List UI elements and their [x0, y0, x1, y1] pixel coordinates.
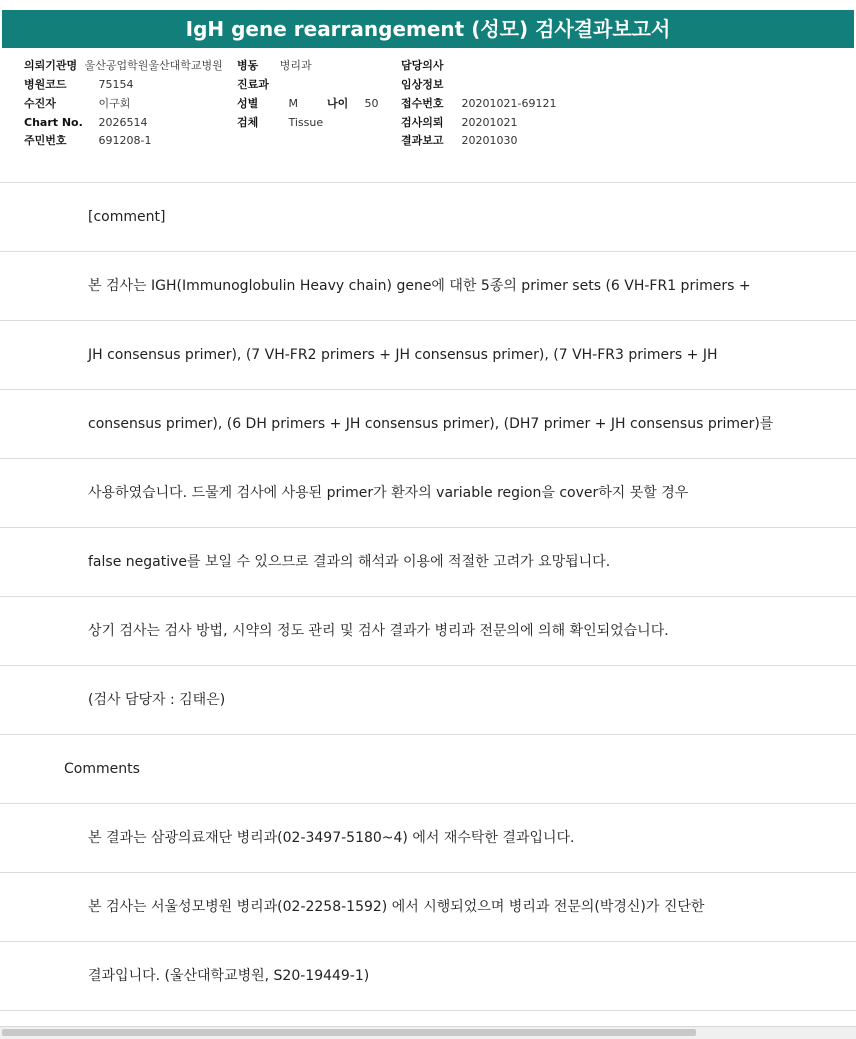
comment-line-text: 상기 검사는 검사 방법, 시약의 정도 관리 및 검사 결과가 병리과 전문의에 의해 확인되었습니다.	[88, 623, 669, 639]
request-field	[401, 113, 518, 132]
ward-field	[237, 56, 312, 75]
clinical-field	[401, 75, 447, 94]
report-date-field	[401, 131, 518, 150]
scrollbar-thumb[interactable]	[2, 1029, 696, 1036]
dept-label: 진료과	[237, 78, 269, 91]
institution-field	[24, 56, 223, 75]
request-label: 검사의뢰	[401, 116, 444, 129]
patient-label: 수진자	[24, 97, 56, 110]
specimen-label: 검체	[237, 116, 259, 129]
age-label: 나이	[327, 97, 349, 110]
chart-value: 2026514	[98, 116, 148, 129]
comment-line-text: false negative를 보일 수 있으므로 결과의 해석과 이용에 적절한 고려가 요망됩니다.	[88, 554, 611, 570]
doctor-label: 담당의사	[401, 59, 444, 72]
patient-info-panel	[0, 50, 856, 167]
clinical-label: 임상정보	[401, 78, 444, 91]
hospital-code-value: 75154	[98, 78, 134, 91]
report-header	[0, 0, 856, 48]
rrn-value: 691208-1	[98, 134, 152, 147]
comment-line-text: consensus primer), (6 DH primers + JH consensus primer), (DH7 primer + JH consensus primer)를	[88, 416, 774, 432]
comment-line-text: 본 결과는 삼광의료재단 병리과(02-3497-5180~4) 에서 재수탁한 결과입니다.	[88, 830, 575, 846]
report-date-label: 결과보고	[401, 134, 444, 147]
comment-panel	[0, 182, 856, 1028]
comment-line	[0, 597, 856, 666]
institution-label: 의뢰기관명	[24, 59, 78, 72]
age-value: 50	[364, 97, 379, 110]
accession-label: 접수번호	[401, 97, 444, 110]
comment-line	[0, 942, 856, 1011]
comment-line	[0, 804, 856, 873]
comment-line-text: JH consensus primer), (7 VH-FR2 primers + JH consensus primer), (7 VH-FR3 primers + JH	[88, 347, 718, 363]
comment-line-text: 사용하였습니다. 드물게 검사에 사용된 primer가 환자의 variable region을 cover하지 못할 경우	[88, 485, 689, 501]
report-date-value: 20201030	[461, 134, 518, 147]
sex-field	[237, 94, 298, 113]
comment-line	[0, 528, 856, 597]
comment-line-text: 본 검사는 서울성모병원 병리과(02-2258-1592) 에서 시행되었으며 병리과 전문의(박경신)가 진단한	[88, 899, 705, 915]
report-title: IgH gene rearrangement (성모) 검사결과보고서	[2, 10, 854, 48]
rrn-field	[24, 131, 151, 150]
comment-line	[0, 183, 856, 252]
comment-line	[0, 321, 856, 390]
comment-line	[0, 459, 856, 528]
comments-heading: Comments	[64, 761, 140, 777]
sex-value: M	[288, 97, 298, 110]
comments-heading-line	[0, 735, 856, 804]
age-field	[327, 94, 379, 113]
specimen-value: Tissue	[288, 116, 324, 129]
comment-line-text: [comment]	[88, 209, 166, 225]
ward-value: 병리과	[279, 59, 312, 72]
institution-value: 울산공업학원울산대학교병원	[84, 59, 223, 72]
comment-line-text: 결과입니다. (울산대학교병원, S20-19449-1)	[88, 968, 370, 984]
request-value: 20201021	[461, 116, 518, 129]
comment-line-text: (검사 담당자 : 김태은)	[88, 692, 226, 708]
patient-value: 이구회	[98, 97, 131, 110]
chart-label: Chart No.	[24, 116, 83, 129]
patient-field	[24, 94, 130, 113]
chart-field	[24, 113, 148, 132]
doctor-field	[401, 56, 447, 75]
rrn-label: 주민번호	[24, 134, 67, 147]
comment-line	[0, 252, 856, 321]
hospital-code-field	[24, 75, 134, 94]
horizontal-scrollbar[interactable]	[0, 1026, 856, 1039]
comment-line-text: 본 검사는 IGH(Immunoglobulin Heavy chain) gene에 대한 5종의 primer sets (6 VH-FR1 primers +	[88, 278, 751, 294]
comment-line	[0, 390, 856, 459]
ward-label: 병동	[237, 59, 259, 72]
hospital-code-label: 병원코드	[24, 78, 67, 91]
dept-field	[237, 75, 272, 94]
accession-value: 20201021-69121	[461, 97, 557, 110]
section-gap	[0, 166, 856, 182]
sex-label: 성별	[237, 97, 259, 110]
comment-line	[0, 666, 856, 735]
accession-field	[401, 94, 556, 113]
comment-line	[0, 873, 856, 942]
specimen-field	[237, 113, 323, 132]
